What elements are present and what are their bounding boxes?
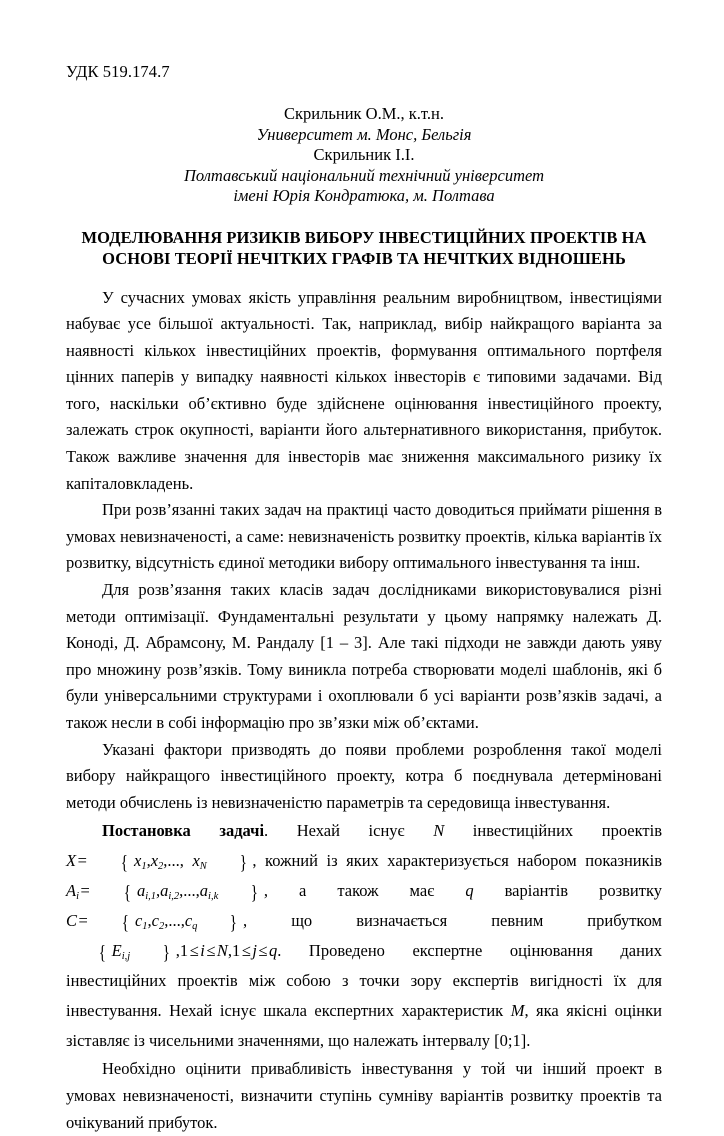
- body-text: [66, 285, 662, 1136]
- problem-statement-heading: Постановка задачі: [102, 821, 264, 840]
- affiliation-line-3: імені Юрія Кондратюка, м. Полтава: [66, 186, 662, 207]
- formula-project-set-x: X= { $x_1,x_2$,..., $x_N$ }: [66, 851, 252, 870]
- author-line-1: Скрильник О.М., к.т.н.: [66, 104, 662, 125]
- paragraph-5-segment-3: , кожний із яких характеризується набором показників: [252, 851, 662, 870]
- paragraph-1: У сучасних умовах якість управління реальним виробництвом, інвестиціями набуває усе більшої актуальності. Так, наприклад, вибір найкращого варіанта за наявності кількох інвестиційних проектів, формування оптимального портфеля цінних паперів у випадку наявності кількох інвесторів є типовими задачами. Від того, наскільки об’єктивно буде здійснене оцінювання інвестиційного проекту, залежать строк окупності, варіанти його альтернативного використання, прибуток. Також важливе значення для інвесторів має зниження максимального ризику їх капіталовкладень.: [66, 285, 662, 498]
- paragraph-3: Для розв’язання таких класів задач дослідниками використовувалися різні методи оптимізації. Фундаментальні результати у цьому напрямку належать Д. Коноді, Д. Абрамсону, М. Рандалу [1 – 3]. Але такі підходи не завжди дають уяву про множину розв’язків. Тому виникла потреба створювати моделі шаблонів, які б були універсальними структурами і охоплювали б усі варіанти розв’язків задачі, а також несли в собі інформацію про зв’язки між об’єктами.: [66, 577, 662, 737]
- paragraph-5-segment-6: , що визначається певним прибутком: [243, 911, 662, 930]
- paragraph-5-segment-5: варіантів розвитку: [474, 881, 662, 900]
- page-title-line-2: ОСНОВІ ТЕОРІЇ НЕЧІТКИХ ГРАФІВ ТА НЕЧІТКИХ ВІДНОШЕНЬ: [66, 248, 662, 269]
- page-title: [66, 227, 662, 269]
- paragraph-5-segment-4: , а також має: [264, 881, 465, 900]
- affiliation-line-2: Полтавський національний технічний університет: [66, 166, 662, 187]
- formula-profit-set-e: { $E_{i,j}$ } ,1≤i≤N,1≤j≤q: [66, 941, 277, 960]
- paragraph-2: При розв’язанні таких задач на практиці часто доводиться приймати рішення в умовах невизначеності, а саме: невизначеність розвитку проектів, кілька варіантів їх розвитку, відсутність єдиної методики вибору оптимального інвестування та інш.: [66, 497, 662, 577]
- paragraph-5-segment-2: інвестиційних проектів: [444, 821, 662, 840]
- page-title-line-1: МОДЕЛЮВАННЯ РИЗИКІВ ВИБОРУ ІНВЕСТИЦІЙНИХ ПРОЕКТІВ НА: [66, 227, 662, 248]
- author-affiliation-block: [66, 104, 662, 207]
- variable-q: q: [465, 881, 473, 900]
- variable-n: N: [433, 821, 444, 840]
- paragraph-5-problem-statement: [66, 816, 662, 1056]
- udc-code: УДК 519.174.7: [66, 62, 662, 82]
- variable-m: M: [511, 1001, 525, 1020]
- affiliation-line-1: Университет м. Монс, Бельгія: [66, 125, 662, 146]
- paragraph-5-segment-8: , яка якісні оцінки зіставляє із чисельними значеннями, що належать інтервалу [0;1].: [66, 1001, 662, 1050]
- author-line-2: Скрильник І.І.: [66, 145, 662, 166]
- paragraph-5-segment-7: . Проведено експертне оцінювання даних інвестиційних проектів між собою з точки зору експертів вигідності їх для інвестування. Нехай існує шкала експертних характеристик: [66, 941, 662, 1020]
- paragraph-4: Указані фактори призводять до появи проблеми розроблення такої моделі вибору найкращого інвестиційного проекту, котра б поєднувала детерміновані методи обчислень із невизначеністю параметрів та середовища інвестування.: [66, 737, 662, 817]
- formula-variant-set-c: C= { $c_1,c_2,...,c_q$ }: [66, 911, 243, 930]
- page-content-column: [66, 62, 662, 1136]
- formula-indicator-set-a: $A_i=$ { $a_{i,1},a_{i,2},...,a_{i,k}$ }: [66, 881, 264, 900]
- paragraph-6: Необхідно оцінити привабливість інвестування у той чи інший проект в умовах невизначеності, визначити ступінь сумніву варіантів розвитку проектів та очікуваний прибуток.: [66, 1056, 662, 1136]
- paragraph-5-segment-1: . Нехай існує: [264, 821, 433, 840]
